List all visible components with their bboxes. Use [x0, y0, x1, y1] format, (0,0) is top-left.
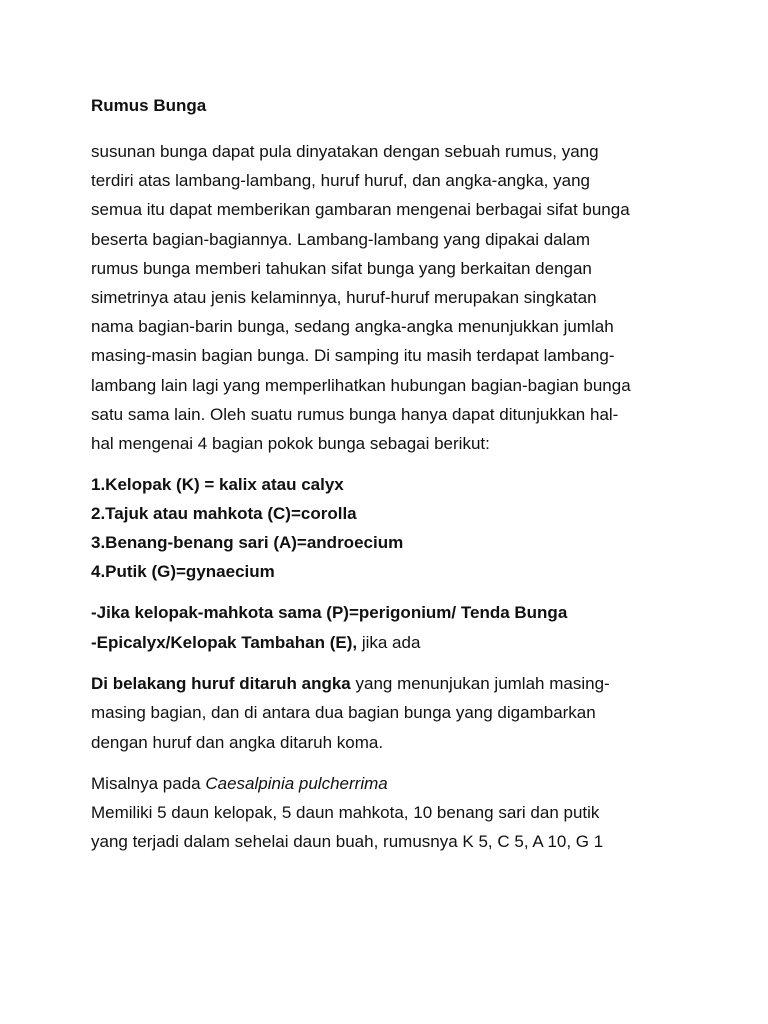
number-bold-lead: Di belakang huruf ditaruh angka [91, 674, 351, 694]
example-paragraph [91, 769, 728, 857]
note-perigonium-text: -Jika kelopak-mahkota sama (P)=perigonium/ Tenda Bunga [91, 603, 568, 623]
intro-line: terdiri atas lambang-lambang, huruf huruf, dan angka-angka, yang [91, 171, 590, 191]
document-title: Rumus Bunga [91, 96, 207, 115]
note-epicalyx-rest: jika ada [357, 632, 421, 652]
intro-line: simetrinya atau jenis kelaminnya, huruf-huruf merupakan singkatan [91, 288, 597, 308]
intro-line: hal mengenai 4 bagian pokok bunga sebagai berikut: [91, 434, 490, 454]
intro-line: beserta bagian-bagiannya. Lambang-lambang yang dipakai dalam [91, 229, 591, 249]
list-item: 1.Kelopak (K) = kalix atau calyx [91, 475, 344, 495]
example-prefix: Misalnya pada [91, 773, 206, 793]
list-item: 3.Benang-benang sari (A)=androecium [91, 533, 404, 553]
list-item: 2.Tajuk atau mahkota (C)=corolla [91, 504, 357, 524]
note-epicalyx-bold: -Epicalyx/Kelopak Tambahan (E), [91, 632, 358, 652]
intro-line: nama bagian-barin bunga, sedang angka-angka menunjukkan jumlah [91, 317, 614, 337]
flower-parts-list [91, 470, 728, 586]
intro-line: masing-masin bagian bunga. Di samping itu masih terdapat lambang- [91, 346, 615, 366]
number-paragraph [91, 669, 728, 757]
list-item: 4.Putik (G)=gynaecium [91, 562, 275, 582]
intro-line: satu sama lain. Oleh suatu rumus bunga hanya dapat ditunjukkan hal- [91, 404, 619, 424]
number-line [91, 669, 728, 698]
intro-line: rumus bunga memberi tahukan sifat bunga yang berkaitan dengan [91, 258, 592, 278]
number-line: dengan huruf dan angka ditaruh koma. [91, 732, 384, 752]
intro-line: susunan bunga dapat pula dinyatakan dengan sebuah rumus, yang [91, 142, 599, 161]
example-line: yang terjadi dalam sehelai daun buah, rumusnya K 5, C 5, A 10, G 1 [91, 832, 604, 852]
example-line [91, 769, 728, 798]
species-name: Caesalpinia pulcherrima [205, 773, 388, 793]
example-line: Memiliki 5 daun kelopak, 5 daun mahkota, 10 benang sari dan putik [91, 803, 600, 823]
intro-line: lambang lain lagi yang memperlihatkan hubungan bagian-bagian bunga [91, 375, 631, 395]
intro-line: semua itu dapat memberikan gambaran mengenai berbagai sifat bunga [91, 200, 630, 220]
number-line1-rest: yang menunjukan jumlah masing- [350, 674, 610, 694]
additional-notes [91, 598, 728, 657]
number-line: masing bagian, dan di antara dua bagian bunga yang digambarkan [91, 703, 596, 723]
note-perigonium [91, 598, 728, 628]
intro-paragraph [91, 137, 728, 458]
note-epicalyx [91, 628, 728, 658]
